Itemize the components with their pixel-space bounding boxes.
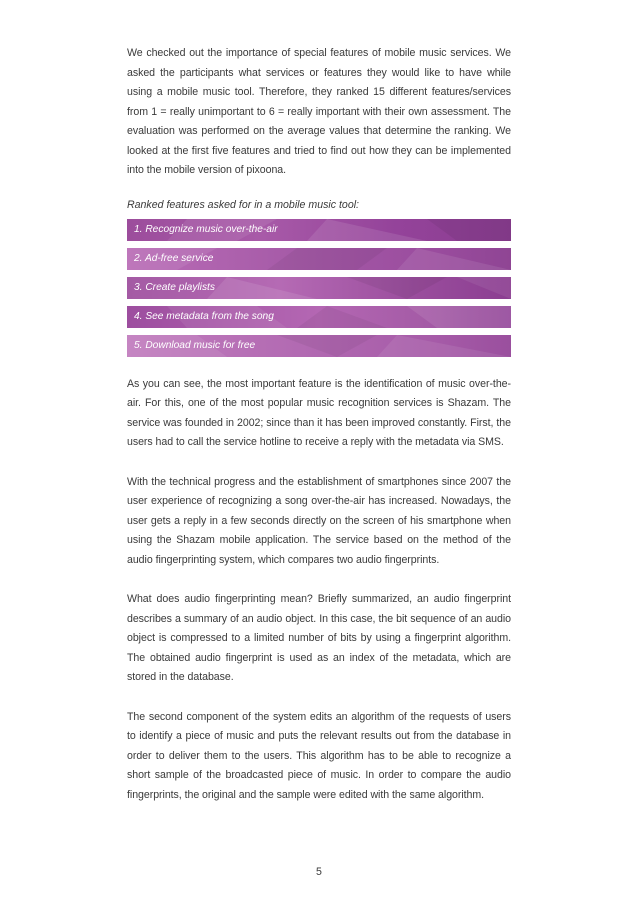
feature-label-2: 2. Ad-free service: [134, 252, 214, 264]
algorithm-paragraph: The second component of the system edits an algorithm of the requests of users to identify a piece of music and puts the relevant results out from the database in order to deliver them to the users. This algorithm has to be able to recognize a short sample of the broadcasted piece of music. In order to compare the audio fingerprints, the original and the sample were edited with the same algorithm.: [127, 710, 511, 801]
page-content: [127, 44, 511, 825]
intro-paragraph: We checked out the importance of special features of mobile music services. We asked the participants what services or features they would like to have while using a mobile music tool. Therefore, they ranked 15 different features/services from 1 = really unimportant to 6 = really important with their own assessment. The evaluation was performed on the average values that determine the ranking. We looked at the first five features and tried to find out how they can be implemented into the mobile version of pixoona.: [127, 47, 511, 176]
ranked-features-list: [127, 219, 511, 357]
features-list-caption: Ranked features asked for in a mobile music tool:: [127, 198, 360, 211]
feature-label-5: 5. Download music for free: [134, 339, 256, 351]
fingerprinting-paragraph: What does audio fingerprinting mean? Briefly summarized, an audio fingerprint describes a summary of an audio object. In this case, the bit sequence of an audio object is compressed to a limited number of bits by using a fingerprint algorithm. The obtained audio fingerprint is used as an index of the metadata, which are stored in the database.: [127, 593, 511, 683]
page-number: 5: [316, 866, 322, 878]
feature-label-3: 3. Create playlists: [134, 281, 215, 293]
feature-label-4: 4. See metadata from the song: [134, 310, 274, 322]
smartphone-paragraph: With the technical progress and the establishment of smartphones since 2007 the user experience of recognizing a song over-the-air has increased. Nowadays, the user gets a reply in a few seconds directly on the screen of his smartphone when using the Shazam mobile application. The service based on the method of the audio fingerprinting system, which compares two audio fingerprints.: [127, 475, 511, 566]
feature-bar-3: [127, 277, 511, 299]
shazam-paragraph: As you can see, the most important feature is the identification of music over-the-air. For this, one of the most popular music recognition services is Shazam. The service was founded in 2002; since than it has been improved constantly. First, the users had to call the service hotline to receive a reply with the metadata via SMS.: [127, 377, 511, 448]
feature-bar-4: [127, 306, 511, 328]
feature-bar-1: [127, 219, 511, 241]
feature-bar-2: [127, 248, 511, 270]
feature-bar-5: [127, 335, 511, 357]
feature-label-1: 1. Recognize music over-the-air: [134, 223, 278, 235]
